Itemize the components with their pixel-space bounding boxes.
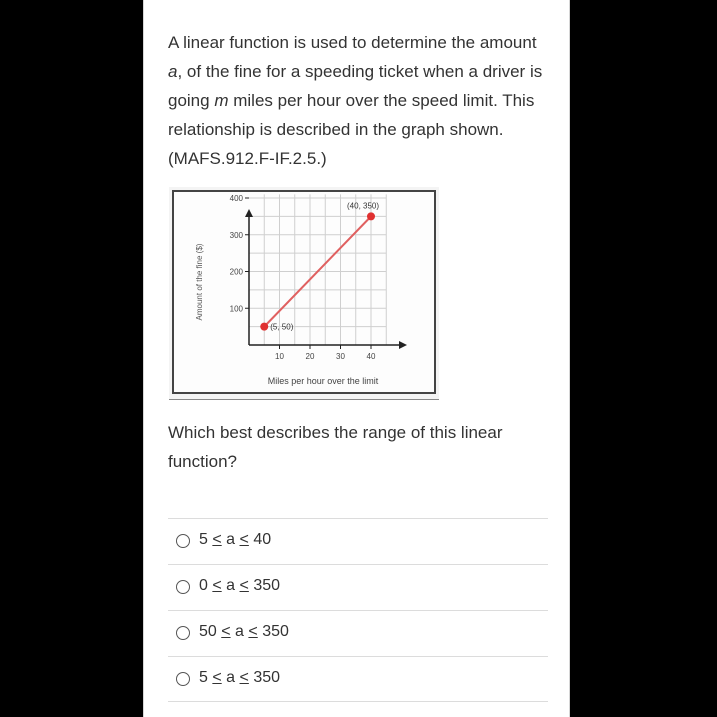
option-label: 0 < a < 350 [199, 577, 281, 594]
graph-figure [169, 187, 439, 400]
x-axis-label: Miles per hour over the limit [267, 376, 379, 386]
radio-button[interactable] [176, 626, 190, 640]
x-tick-label: 20 [305, 352, 315, 361]
y-tick-label: 100 [229, 304, 243, 314]
radio-button[interactable] [176, 580, 190, 594]
prompt-text: Which best describes the range of this linear function? [168, 423, 503, 471]
answer-option-4[interactable] [168, 656, 548, 702]
x-tick-label: 10 [275, 352, 284, 361]
answer-option-1[interactable] [168, 518, 548, 564]
question-card [143, 0, 570, 717]
y-axis-label: Amount of the fine ($) [195, 243, 204, 321]
y-tick-label: 200 [229, 267, 243, 277]
data-point-start [260, 323, 268, 331]
y-tick-label: 400 [229, 194, 243, 203]
question-text: A linear function is used to determine the amount a, of the fine for a speeding ticket when a driver is going m miles per hour over the speed limit. This relationship is described in the graph shown. (MAFS.912.F-IF.2.5.) [168, 33, 543, 168]
radio-button[interactable] [176, 534, 190, 548]
option-label: 5 < a < 350 [199, 669, 281, 686]
answer-option-3[interactable] [168, 610, 548, 656]
fine-chart [169, 187, 439, 399]
option-label: 5 < a < 40 [199, 531, 272, 548]
answer-option-2[interactable] [168, 564, 548, 610]
option-label: 50 < a < 350 [199, 623, 289, 640]
radio-button[interactable] [176, 672, 190, 686]
variable-m: m [214, 91, 229, 110]
x-tick-label: 40 [366, 352, 376, 361]
data-point-end [367, 212, 375, 220]
data-point-start-label: (5, 50) [270, 322, 294, 332]
variable-a: a [168, 62, 178, 81]
data-point-end-label: (40, 350) [347, 201, 380, 211]
x-tick-label: 30 [336, 352, 345, 361]
y-tick-label: 300 [229, 230, 243, 240]
